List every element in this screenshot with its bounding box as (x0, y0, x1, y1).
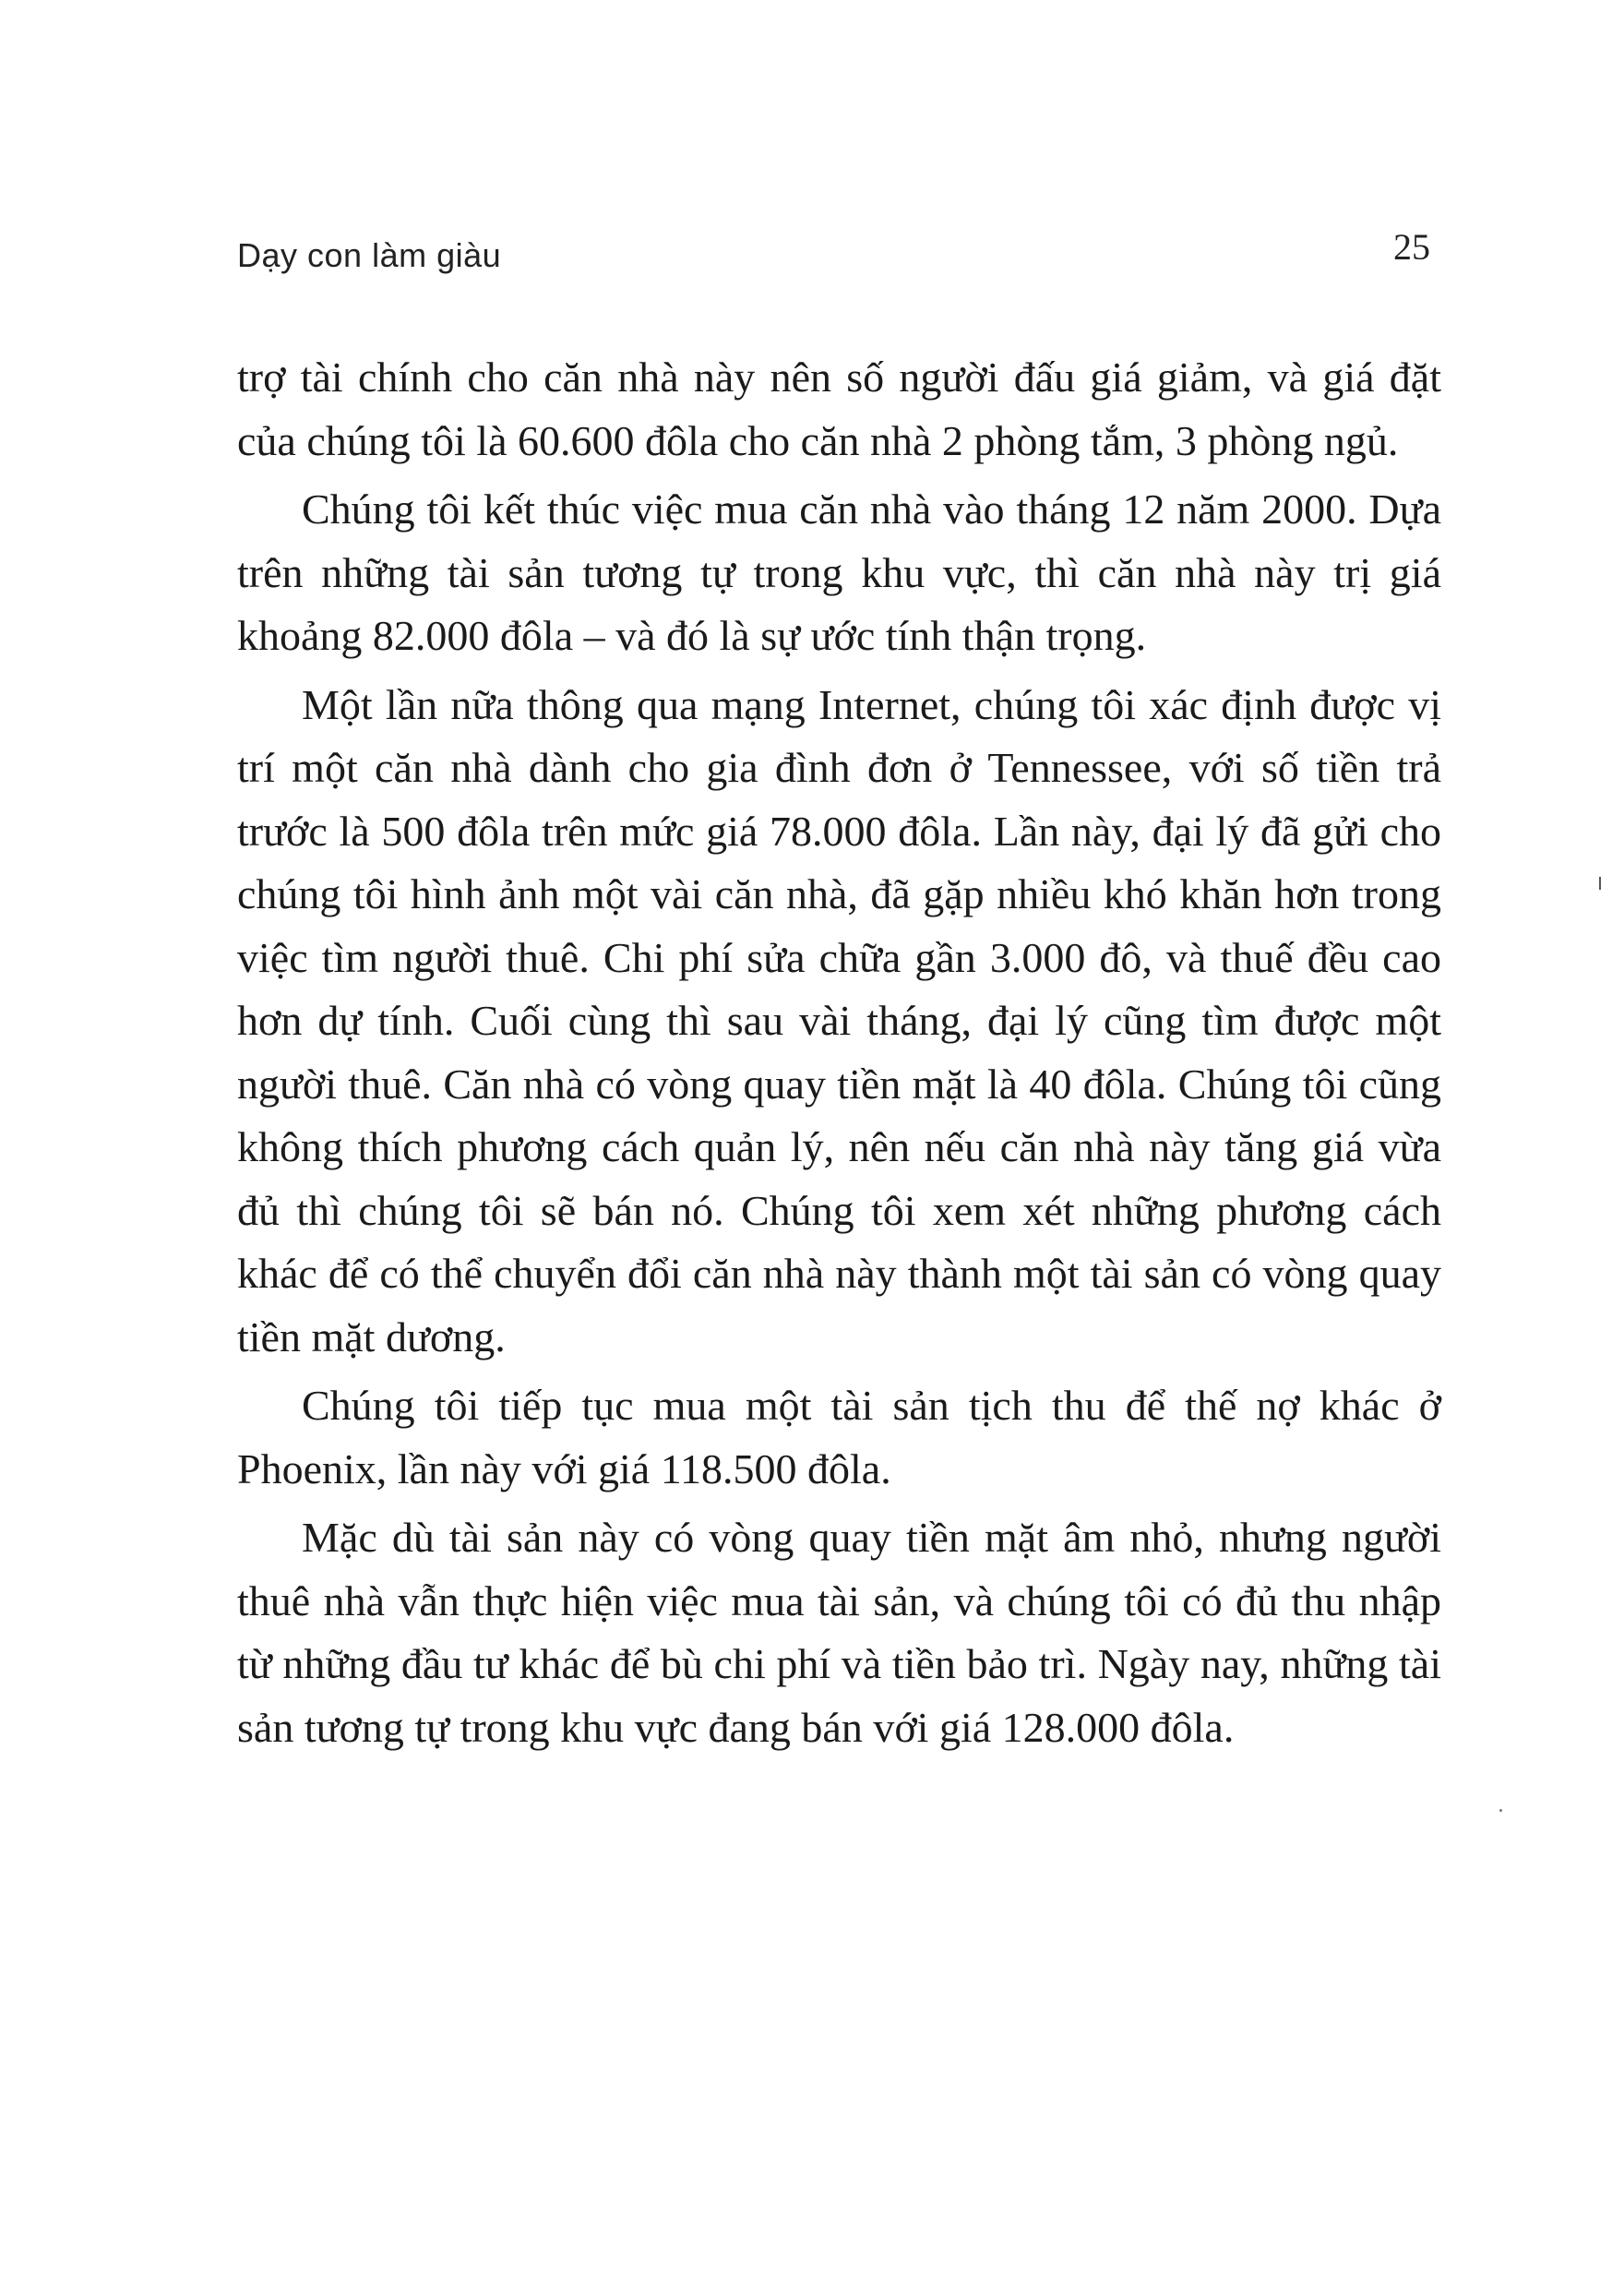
paragraph: Mặc dù tài sản này có vòng quay tiền mặt âm nhỏ, nhưng người thuê nhà vẫn thực hiện việc mua tài sản, và chúng tôi có đủ thu nhập từ những đầu tư khác để bù chi phí và tiền bảo trì. Ngày nay, những tài sản tương tự trong khu vực đang bán với giá 128.000 đôla. (237, 1514, 1441, 1751)
paragraph: Chúng tôi kết thúc việc mua căn nhà vào tháng 12 năm 2000. Dựa trên những tài sản tương tự trong khu vực, thì căn nhà này trị giá khoảng 82.000 đôla – và đó là sự ước tính thận trọng. (237, 485, 1441, 659)
paragraph: trợ tài chính cho căn nhà này nên số người đấu giá giảm, và giá đặt của chúng tôi là 60.600 đôla cho căn nhà 2 phòng tắm, 3 phòng ngủ. (237, 354, 1441, 464)
running-title: Dạy con làm giàu (237, 236, 502, 274)
paragraph: Chúng tôi tiếp tục mua một tài sản tịch thu để thế nợ khác ở Phoenix, lần này với giá 118.500 đôla. (237, 1382, 1441, 1492)
body-text (237, 346, 1441, 1765)
scan-margin-mark (1599, 877, 1601, 890)
paragraph: Một lần nữa thông qua mạng Internet, chúng tôi xác định được vị trí một căn nhà dành cho gia đình đơn ở Tennessee, với số tiền trả trước là 500 đôla trên mức giá 78.000 đôla. Lần này, đại lý đã gửi cho chúng tôi hình ảnh một vài căn nhà, đã gặp nhiều khó khăn hơn trong việc tìm người thuê. Chi phí sửa chữa gần 3.000 đô, và thuế đều cao hơn dự tính. Cuối cùng thì sau vài tháng, đại lý cũng tìm được một người thuê. Căn nhà có vòng quay tiền mặt là 40 đôla. Chúng tôi cũng không thích phương cách quản lý, nên nếu căn nhà này tăng giá vừa đủ thì chúng tôi sẽ bán nó. Chúng tôi xem xét những phương cách khác để có thể chuyển đổi căn nhà này thành một tài sản có vòng quay tiền mặt dương. (237, 680, 1441, 1360)
page-number: 25 (1393, 226, 1430, 268)
scan-speck (1499, 1809, 1502, 1812)
